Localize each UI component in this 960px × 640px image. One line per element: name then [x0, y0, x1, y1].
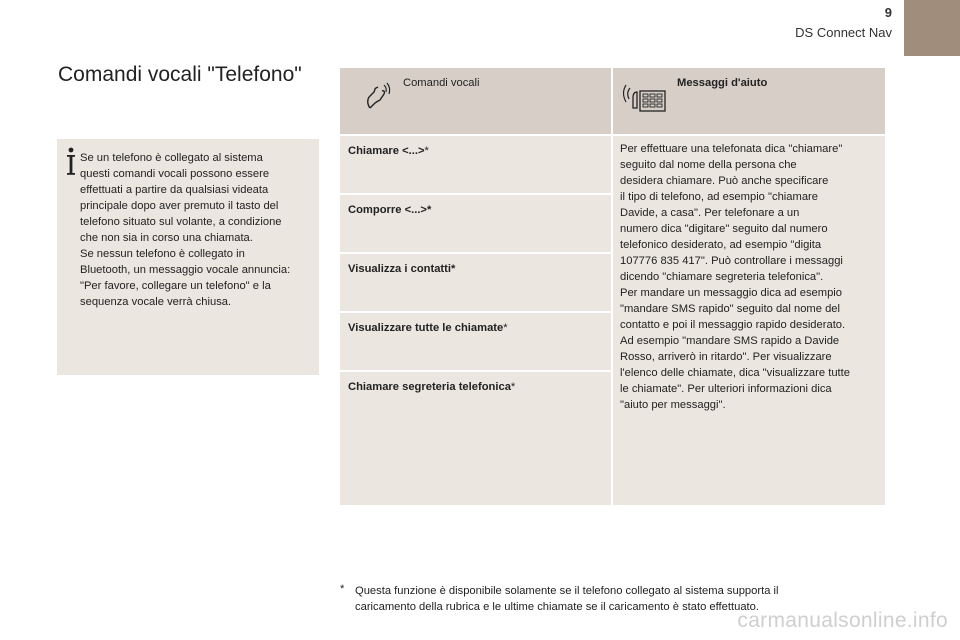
command-star: *	[424, 145, 429, 157]
voice-command-icon	[362, 82, 392, 112]
command-label: Visualizzare tutte le chiamate	[348, 322, 504, 334]
chapter-tab	[904, 0, 960, 56]
command-star: *	[503, 322, 508, 334]
commands-column	[340, 136, 611, 505]
help-text: Per effettuare una telefonata dica "chiamare" seguito dal nome della persona che desidera chiamare. Può anche specificare il tipo di telefono, ad esempio "chiamare Davide, a casa". Per telefonare a un numero dica "digitare" seguito dal numero telefonico desiderato, ad esempio "digita 107776 835 417". Può controllare i messaggi dicendo "chiamare segreteria telefonica". Per mandare un messaggio dica ad esempio "mandare SMS rapido" seguito dal nome del contatto e poi il messaggio rapido desiderato. Ad esempio "mandare SMS rapido a Davide Rosso, arriverò in ritardo". Per visualizzare l'elenco delle chiamate, dica "visualizzare tutte le chiamate". Per ulteriori informazioni dica "aiuto per messaggi".	[620, 143, 850, 411]
info-box	[57, 139, 319, 375]
header-help-label: Messaggi d'aiuto	[677, 77, 768, 89]
section-label: DS Connect Nav	[795, 25, 892, 40]
footnote-marker: *	[340, 583, 345, 595]
help-messages-cell	[613, 136, 885, 505]
page-number: 9	[884, 5, 892, 20]
command-star: *	[451, 263, 456, 275]
command-row	[340, 313, 611, 370]
header-voice-commands	[340, 68, 611, 134]
command-star: *	[426, 204, 432, 216]
command-label: Visualizza i contatti	[348, 263, 451, 275]
page-title: Comandi vocali "Telefono"	[58, 63, 302, 86]
info-icon	[66, 147, 76, 177]
command-label: Comporre <...>	[348, 204, 427, 216]
voice-commands-table	[340, 68, 885, 505]
command-star: *	[510, 381, 516, 393]
header-help-messages	[613, 68, 885, 134]
watermark: carmanualsonline.info	[737, 609, 948, 632]
info-text: Se un telefono è collegato al sistema questi comandi vocali possono essere effettuati a partire da qualsiasi videata principale dopo aver premuto il tasto del telefono situato sul volante, a condizione che non sia in corso una chiamata. Se nessun telefono è collegato in Bluetooth, un messaggio vocale annuncia: "Per favore, collegare un telefono" e la sequenza vocale verrà chiusa.	[80, 152, 291, 308]
phone-keypad-icon	[623, 82, 671, 116]
command-row	[340, 254, 611, 311]
command-label: Chiamare segreteria telefonica	[348, 381, 511, 393]
command-row	[340, 195, 611, 252]
command-label: Chiamare <...>	[348, 145, 425, 157]
footnote-text: Questa funzione è disponibile solamente se il telefono collegato al sistema supporta il caricamento della rubrica e le ultime chiamate se il caricamento è stato effettuato.	[355, 585, 779, 613]
command-row	[340, 136, 611, 193]
header-voice-label: Comandi vocali	[403, 77, 480, 89]
command-row	[340, 372, 611, 505]
